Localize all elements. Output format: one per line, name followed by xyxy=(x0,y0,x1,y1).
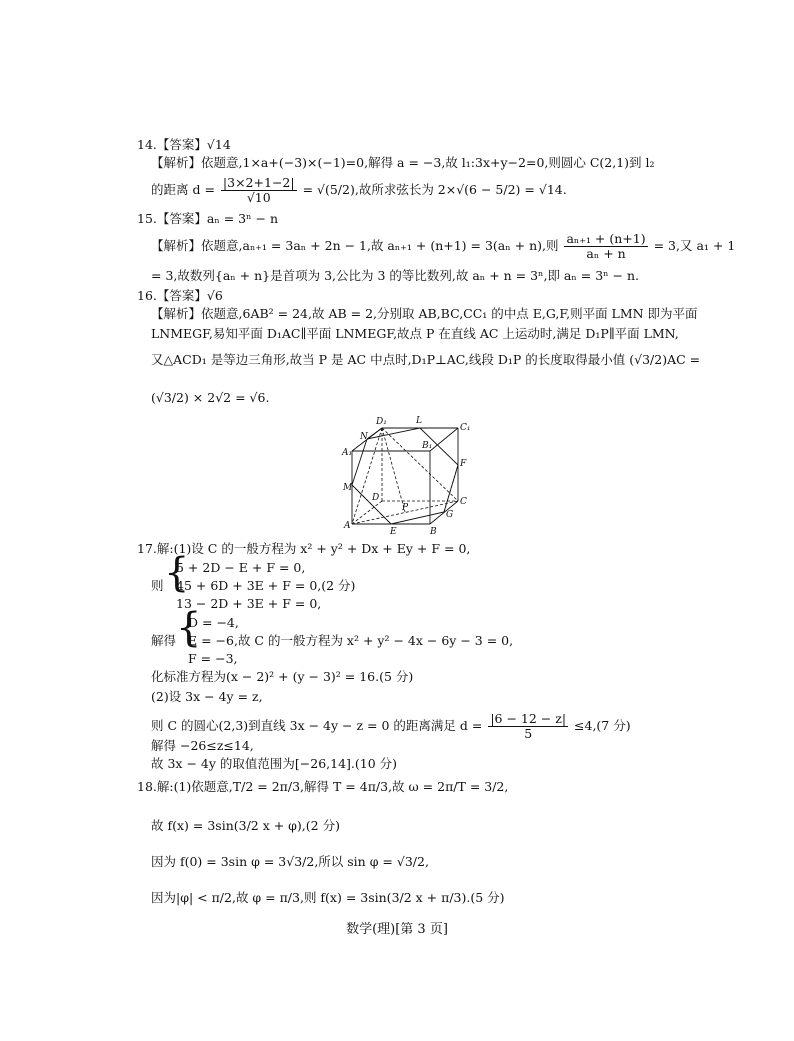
label-F: F xyxy=(460,459,467,469)
q14-exp-text1: 依题意,1×a+(−3)×(−1)=0,解得 a = −3,故 l₁:3x+y−2=0,则圆心 C(2,1)到 l₂ xyxy=(201,155,655,170)
label-C1: C₁ xyxy=(460,423,471,433)
q17-distance-text-b: ≤4,(7 分) xyxy=(574,718,631,733)
q17-then: 则 xyxy=(151,578,164,593)
q16-answer-label: 【答案】 xyxy=(156,288,207,303)
q15-exp-text1b: = 3,又 a₁ + 1 xyxy=(653,238,736,253)
q17-text1: 解:(1)设 C 的一般方程为 x² + y² + Dx + Ey + F = 0, xyxy=(156,541,471,556)
q14-exp-text2b: = √(5/2),故所求弦长为 2×√(6 − 5/2) = √14. xyxy=(302,182,567,197)
q16-exp-text1: 依题意,6AB² = 24,故 AB = 2,分别取 AB,BC,CC₁ 的中点 E,G,F,则平面 LMN 即为平面 xyxy=(201,306,698,321)
q17-range: 故 3x − 4y 的取值范围为[−26,14].(10 分) xyxy=(151,756,398,771)
q17-sys1-eq1: 5 + 2D − E + F = 0, xyxy=(176,560,306,575)
q14-exp-text2a: 的距离 d = xyxy=(151,182,215,197)
q17-sys2-eq2: E = −6,故 C 的一般方程为 x² + y² − 4x − 6y − 3 = 0, xyxy=(188,633,514,648)
q15-explanation-line1 xyxy=(151,232,735,261)
q15-answer-line xyxy=(137,211,278,227)
q14-answer-label: 【答案】 xyxy=(156,137,207,152)
q15-number: 15. xyxy=(137,211,157,226)
q16-explanation-line2: LNMEGF,易知平面 D₁AC∥平面 LNMEGF,故点 P 在直线 AC 上运动时,满足 D₁P∥平面 LMN, xyxy=(151,326,679,341)
label-B1: B₁ xyxy=(422,441,433,451)
q18-text1: 解:(1)依题意,T/2 = 2π/3,解得 T = 4π/3,故 ω = 2π/T = 3/2, xyxy=(156,779,509,794)
q17-number: 17. xyxy=(137,541,157,556)
q18-number: 18. xyxy=(137,779,157,794)
q16-explanation-line4: (√3/2) × 2√2 = √6. xyxy=(151,390,270,405)
q14-explanation-line1 xyxy=(151,155,655,171)
q18-line4: 因为|φ| < π/2,故 φ = π/3,则 f(x) = 3sin(3/2 x + π/3).(5 分) xyxy=(151,890,505,905)
q14-frac-num: |3×2+1−2| xyxy=(222,175,295,190)
label-A: A xyxy=(344,521,351,531)
q18-line2: 故 f(x) = 3sin(3/2 x + φ),(2 分) xyxy=(151,818,340,833)
q15-explanation-line2: = 3,故数列{aₙ + n}是首项为 3,公比为 3 的等比数列,故 aₙ + n = 3ⁿ,即 aₙ = 3ⁿ − n. xyxy=(151,268,640,283)
q17-sys2-eq1: D = −4, xyxy=(188,615,239,630)
q16-answer: √6 xyxy=(206,288,223,303)
label-D1: D₁ xyxy=(376,417,387,427)
q17-system1-brace: { xyxy=(164,550,190,596)
q15-frac-num: aₙ₊₁ + (n+1) xyxy=(566,231,646,246)
q15-answer: aₙ = 3ⁿ − n xyxy=(206,211,279,226)
label-M: M xyxy=(343,483,353,493)
q17-sys2-eq3: F = −3, xyxy=(188,651,238,666)
q16-explanation-line1 xyxy=(151,306,698,322)
q17-standard-form: 化标准方程为(x − 2)² + (y − 3)² = 16.(5 分) xyxy=(151,669,414,684)
label-E: E xyxy=(390,527,397,535)
q18-line3: 因为 f(0) = 3sin φ = 3√3/2,所以 sin φ = √3/2, xyxy=(151,854,429,869)
q15-exp-label: 【解析】 xyxy=(151,238,202,253)
q14-answer: √14 xyxy=(206,137,231,152)
q15-answer-label: 【答案】 xyxy=(156,211,207,226)
q15-frac-den: aₙ + n xyxy=(586,246,626,261)
q16-number: 16. xyxy=(137,288,157,303)
q14-exp-label: 【解析】 xyxy=(151,155,202,170)
q17-frac-den: 5 xyxy=(524,726,533,741)
q15-ratio-fraction xyxy=(564,232,647,261)
q17-part2: (2)设 3x − 4y = z, xyxy=(151,689,263,704)
label-A1: A₁ xyxy=(342,448,353,458)
label-C: C xyxy=(460,497,467,507)
q15-exp-text1a: 依题意,aₙ₊₁ = 3aₙ + 2n − 1,故 aₙ₊₁ + (n+1) = 3(aₙ + n),则 xyxy=(201,238,559,253)
q17-sys1-eq2: 45 + 6D + 3E + F = 0,(2 分) xyxy=(176,578,356,593)
q18-line1 xyxy=(137,779,508,795)
label-L: L xyxy=(416,416,422,426)
q16-explanation-line3: 又△ACD₁ 是等边三角形,故当 P 是 AC 中点时,D₁P⊥AC,线段 D₁P 的长度取得最小值 (√3/2)AC = xyxy=(151,352,701,367)
q14-number: 14. xyxy=(137,137,157,152)
q14-explanation-line2 xyxy=(151,176,567,205)
q17-solution: 解得 −26≤z≤14, xyxy=(151,738,254,753)
label-G: G xyxy=(446,510,454,520)
q17-system2-brace: { xyxy=(176,605,202,651)
q17-sys1-eq3: 13 − 2D + 3E + F = 0, xyxy=(176,596,322,611)
q16-exp-label: 【解析】 xyxy=(151,306,202,321)
q17-solve: 解得 xyxy=(151,633,177,648)
label-D: D xyxy=(372,493,380,503)
label-P: P xyxy=(402,503,409,513)
q16-answer-line xyxy=(137,288,223,304)
q14-distance-fraction xyxy=(221,176,297,205)
q17-distance-text-a: 则 C 的圆心(2,3)到直线 3x − 4y − z = 0 的距离满足 d = xyxy=(151,718,483,733)
q17-distance-line xyxy=(151,712,631,741)
q14-answer-line xyxy=(137,137,231,153)
page-footer: 数学(理)[第 3 页] xyxy=(346,922,448,937)
q17-distance-fraction xyxy=(488,712,568,741)
q17-frac-num: |6 − 12 − z| xyxy=(490,711,567,726)
label-N: N xyxy=(360,432,368,442)
q14-frac-den: √10 xyxy=(246,190,271,205)
label-B: B xyxy=(430,527,437,535)
cube-figure xyxy=(340,410,480,535)
